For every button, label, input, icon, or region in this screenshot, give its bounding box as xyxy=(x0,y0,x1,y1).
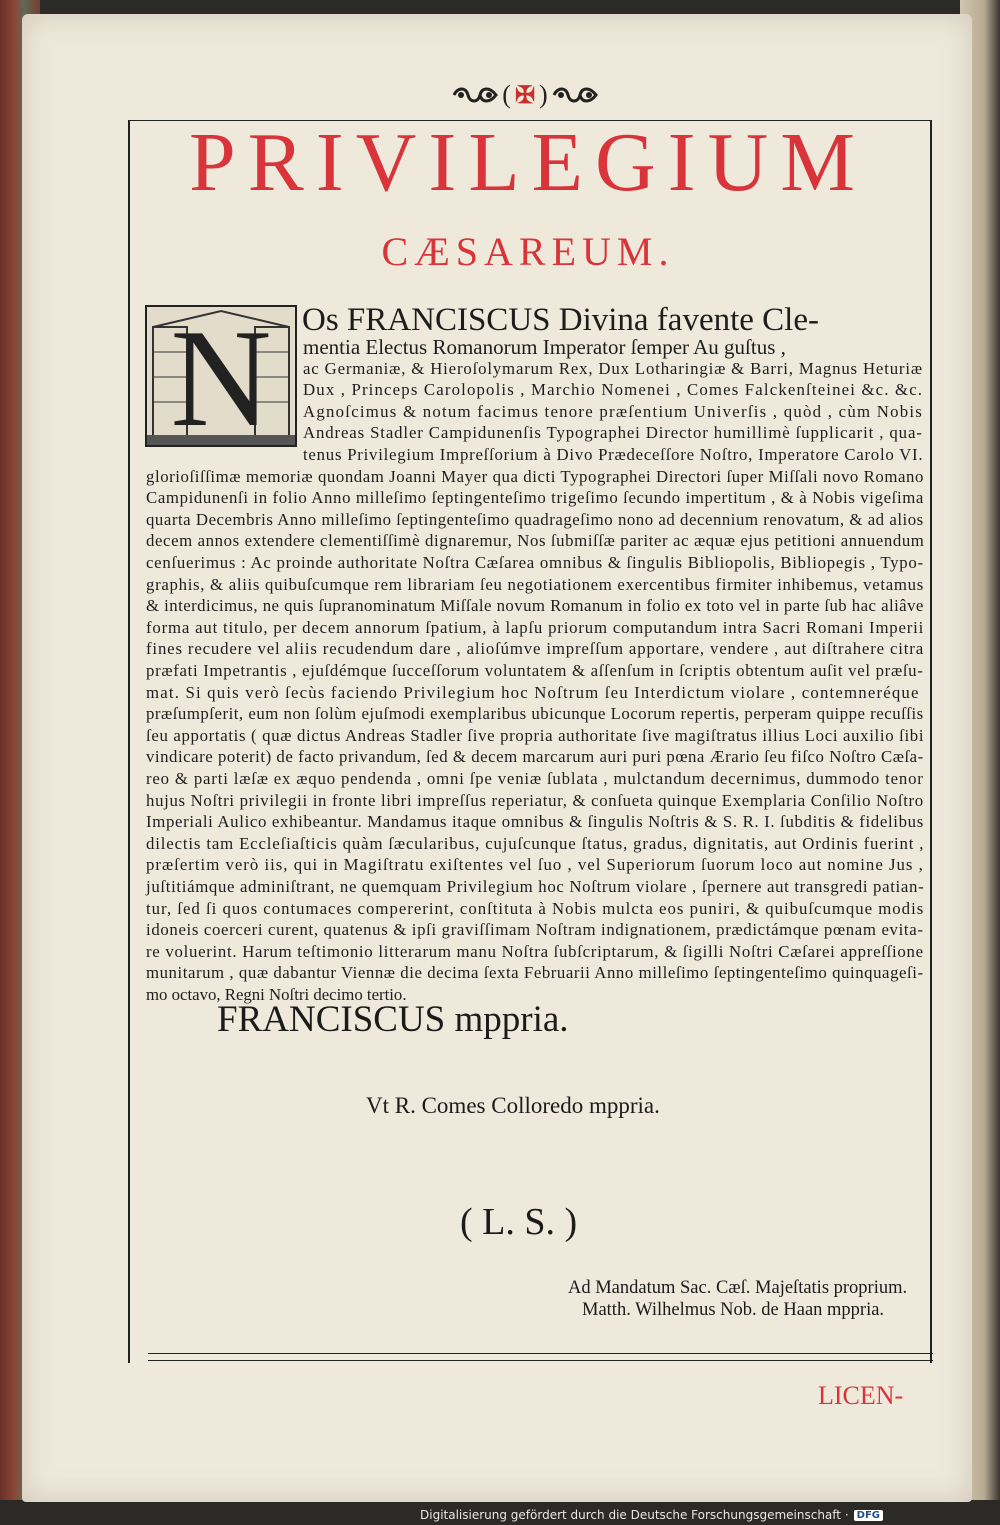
text-line: & interdicimus, ne quis ſupranominatum Miſſale novum Romanum in folio ex toto vel in parte ſub hac aliâve xyxy=(146,596,924,616)
text-line: tur, ſed ſi quos contumaces compererint, conſtituta à Nobis mulcta eos puniri, & quibuſcumque modis xyxy=(146,898,925,918)
seal-mark: ( L. S. ) xyxy=(460,1201,578,1243)
text-line: munitarum , quæ dabantur Viennæ die decima ſexta Februarii Anno milleſimo ſeptingenteſimo quinquageſi- xyxy=(146,963,924,983)
text-line: Agnoſcimus & notum facimus tenore præſentium Univerſis , quòd , cùm Nobis xyxy=(303,401,924,421)
text-line: graphis, & aliis quibuſcumque rem librariam ſeu negotiationem exercentibus firmiter inhibemus, vetamus xyxy=(146,574,924,594)
head-ornament xyxy=(440,80,610,110)
catchword: LICEN- xyxy=(818,1381,904,1410)
text-line: Campidunenſi in folio Anno milleſimo ſeptingenteſimo trigeſimo ſecundo impertitum , & à Nobis vigeſima xyxy=(146,488,924,508)
text-line: tenus Privilegium Impreſſorium à Divo Prædeceſſore Noſtro, Imperatore Carolo VI. xyxy=(303,445,924,464)
text-line: præfati Impetrantis , ejuſdémque ſucceſſorum voluntatem & aſſenſum in ſcriptis obtentum auſit vel præſu- xyxy=(146,661,924,680)
cross-icon: ✠ xyxy=(514,82,536,109)
text-line: Andreas Stadler Campidunenſis Typographei Director humillimè ſupplicarit , qua- xyxy=(303,423,923,443)
text-line: re voluerint. Harum teſtimonio litterarum manu Noſtra ſubſcriptarum, & ſigilli Noſtri Cæſarei appreſſione xyxy=(146,941,924,961)
opening-line: Os FRANCISCUS Divina favente Cle- xyxy=(302,302,819,338)
text-line: dilectis tam Eccleſiaſticis quàm ſæcularibus, cujuſcunque ſtatus, gradus, dignitatis, aut Ordinis fuerint , xyxy=(146,833,925,853)
imperial-signature: FRANCISCUS mppria. xyxy=(217,999,569,1040)
fleuron-right-icon xyxy=(552,85,598,105)
fleuron-left-icon xyxy=(452,85,498,105)
text-line: forma aut titulo, per decem annorum ſpatium, à lapſu priorum computandum intra Sacri Romani Imperii xyxy=(146,617,925,637)
text-line: idoneis coerceri curent, quatenus & ipſi graviſſimam Noſtram indignationem, prædictámque pœnam evita- xyxy=(146,920,924,940)
drop-cap-letter: N xyxy=(170,301,272,456)
text-line: ſeu apportatis ( quæ dictus Andreas Stadler ſive propria authoritate ſive magiſtratus illius Loci auxilio ſibi xyxy=(146,725,925,745)
text-line: mentia Electus Romanorum Imperator ſemper Au guſtus , xyxy=(303,335,786,359)
text-line: juſtitiámque adminiſtrant, ne quemquam Privilegium hoc Noſtrum violare , ſpernere aut transgredi patian- xyxy=(146,877,925,896)
text-line: decem annos extendere clementiſſimè dignaremur, Nos ſubmiſſæ pariter ac æquæ ejus petitioni annuendum xyxy=(146,531,925,551)
page-title: PRIVILEGIUM xyxy=(189,116,867,209)
text-line: mat. Si quis verò ſecùs faciendo Privilegium hoc Noſtrum ſeu Interdictum violare , contemneréque xyxy=(146,682,920,702)
text-line: vindicare poterit) de facto privandum, ſed & decem marcarum auri puri pœna Ærario ſeu fiſco Noſtro Cæſa- xyxy=(146,747,924,767)
mandate-line: Ad Mandatum Sac. Cæſ. Majeſtatis proprium. xyxy=(568,1278,908,1298)
frame-bottom-rule xyxy=(148,1353,933,1361)
footer-text: Digitalisierung gefördert durch die Deutsche Forschungsgemeinschaft · xyxy=(420,1508,849,1522)
text-line: quarta Decembris Anno milleſimo ſeptingenteſimo quadrageſimo nono ad decennium renovatum, & ad alios xyxy=(146,509,924,529)
text-line: ac Germaniæ, & Hieroſolymarum Rex, Dux Lotharingiæ & Barri, Magnus Heturiæ xyxy=(303,358,923,378)
text-line: cenſuerimus : Ac proinde authoritate Noſtra Cæſarea omnibus & ſingulis Bibliopolis, Bibliopegis , Typo- xyxy=(146,553,924,572)
text-line: hujus Noſtri privilegii in fronte libri impreſſus reperiatur, & conſueta quinque Exemplaria Conſilio Noſtro xyxy=(146,790,924,810)
drop-cap-initial xyxy=(145,301,297,456)
ornament-paren-right: ) xyxy=(539,80,548,109)
text-line: glorioſiſſimæ memoriæ quondam Joanni Mayer qua dicti Typographei Directori ſuper Miſſali novo Romano xyxy=(146,466,924,486)
digitization-footer xyxy=(420,1508,883,1522)
mandate-line: Matth. Wilhelmus Nob. de Haan mppria. xyxy=(582,1300,885,1320)
dfg-logo: DFG xyxy=(854,1510,883,1521)
ornament-paren-left: ( xyxy=(502,80,511,109)
text-line: fines recudere vel aliis recudendum dare , alioſúmve impreſſum apportare, vendere , aut diſtrahere citra xyxy=(146,639,925,659)
text-line: mo octavo, Regni Noſtri decimo tertio. xyxy=(146,985,407,1004)
countersignature: Vt R. Comes Colloredo mppria. xyxy=(366,1093,660,1118)
text-line: præſumpſerit, eum non ſolùm ejuſmodi exemplaribus ubicunque Locorum repertis, perperam quippe recuſſis xyxy=(146,704,924,724)
text-line: Imperiali Aulico exhibeantur. Mandamus itaque omnibus & ſingulis Noſtris & S. R. I. ſubditis & fidelibus xyxy=(146,812,924,832)
text-line: Dux , Princeps Carolopolis , Marchio Nomenei , Comes Falckenſteinei &c. &c. xyxy=(303,380,924,400)
text-line: præſertim verò iis, qui in Magiſtratu exiſtentes vel ſuo , vel Superiorum ſuorum loco aut nomine Jus , xyxy=(146,855,924,875)
text-line: reo & parti læſæ ex æquo pendenda , omni ſpe veniæ ſublata , mulctandum decernimus, dummodo tenor xyxy=(146,769,924,788)
page-subtitle: CÆSAREUM. xyxy=(381,229,675,274)
